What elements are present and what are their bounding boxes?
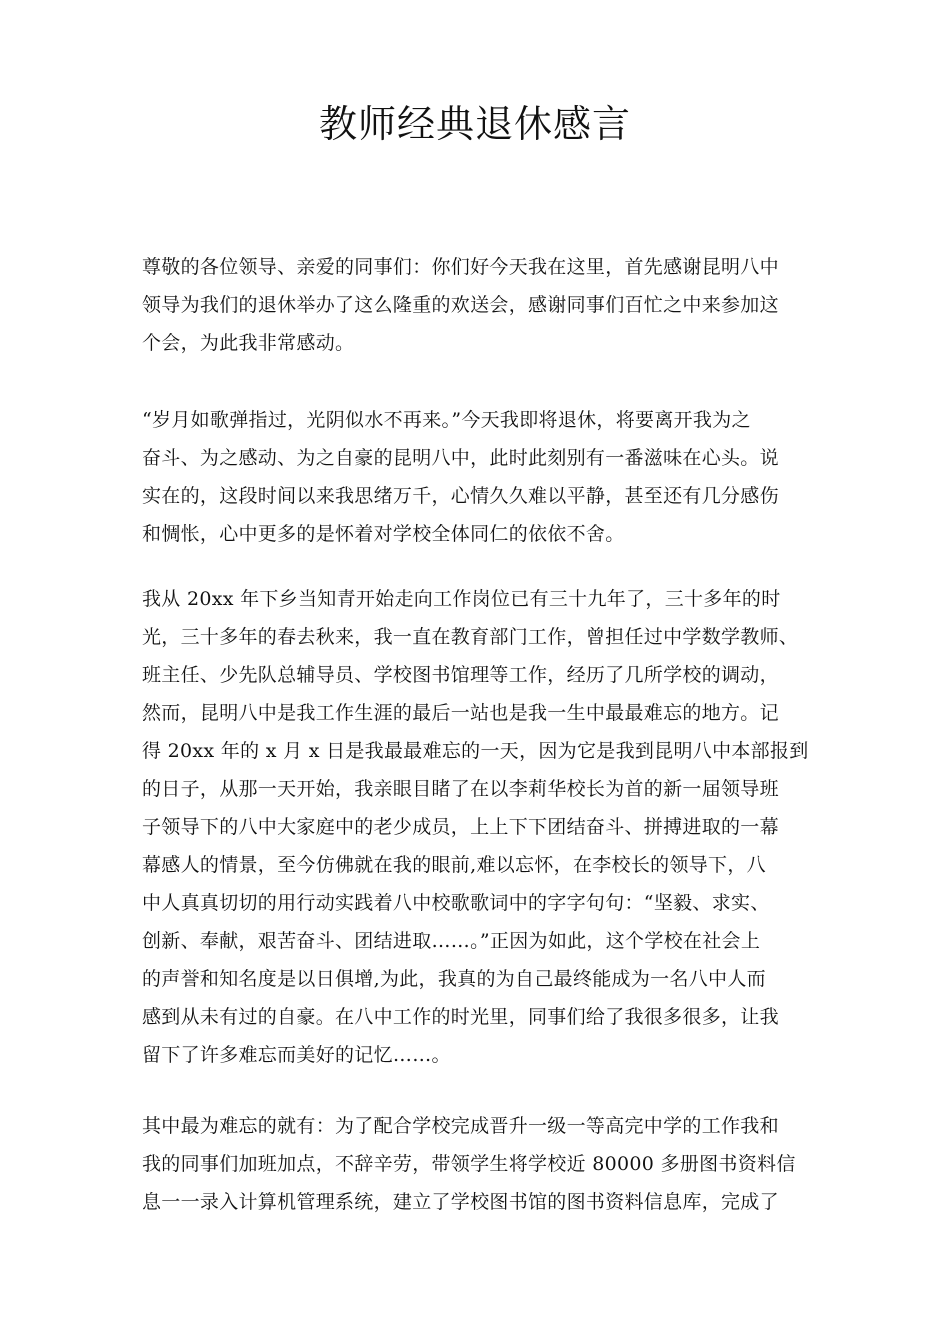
text-line: 息一一录入计算机管理系统，建立了学校图书馆的图书资料信息库，完成了	[142, 1191, 779, 1213]
text-line: 奋斗、为之感动、为之自豪的昆明八中，此时此刻别有一番滋味在心头。说	[142, 447, 779, 469]
paragraph-2	[142, 401, 832, 553]
text-line: 幕感人的情景，至今仿佛就在我的眼前,难以忘怀，在李校长的领导下，八	[142, 854, 766, 876]
paragraph-1	[142, 248, 832, 362]
text-line: 子领导下的八中大家庭中的老少成员，上上下下团结奋斗、拼搏进取的一幕	[142, 816, 779, 838]
text-line: 留下了许多难忘而美好的记忆……。	[142, 1044, 451, 1066]
text-line: 我的同事们加班加点，不辞辛劳，带领学生将学校近 80000 多册图书资料信	[142, 1153, 796, 1175]
text-line: 领导为我们的退休举办了这么隆重的欢送会，感谢同事们百忙之中来参加这	[142, 294, 779, 316]
text-line: 我从 20xx 年下乡当知青开始走向工作岗位已有三十九年了，三十多年的时	[142, 588, 781, 610]
text-line: 的日子，从那一天开始，我亲眼目睹了在以李莉华校长为首的新一届领导班	[142, 778, 779, 800]
paragraph-4	[142, 1107, 832, 1221]
text-line: 其中最为难忘的就有：为了配合学校完成晋升一级一等高完中学的工作我和	[142, 1115, 779, 1137]
text-line: 和惆怅，心中更多的是怀着对学校全体同仁的依依不舍。	[142, 523, 625, 545]
text-line: 然而，昆明八中是我工作生涯的最后一站也是我一生中最最难忘的地方。记	[142, 702, 779, 724]
text-line: 的声誉和知名度是以日俱增,为此，我真的为自己最终能成为一名八中人而	[142, 968, 766, 990]
text-line: 班主任、少先队总辅导员、学校图书馆理等工作，经历了几所学校的调动，	[142, 664, 779, 686]
text-line: 中人真真切切的用行动实践着八中校歌歌词中的字字句句：“坚毅、求实、	[142, 892, 770, 914]
text-line: “岁月如歌弹指过，光阴似水不再来。”今天我即将退休，将要离开我为之	[142, 409, 751, 431]
text-line: 光，三十多年的春去秋来，我一直在教育部门工作，曾担任过中学数学教师、	[142, 626, 799, 648]
text-line: 尊敬的各位领导、亲爱的同事们：你们好今天我在这里，首先感谢昆明八中	[142, 256, 779, 278]
text-line: 实在的，这段时间以来我思绪万千，心情久久难以平静，甚至还有几分感伤	[142, 485, 779, 507]
text-line: 得 20xx 年的 x 月 x 日是我最最难忘的一天，因为它是我到昆明八中本部报到	[142, 740, 809, 762]
text-line: 感到从未有过的自豪。在八中工作的时光里，同事们给了我很多很多，让我	[142, 1006, 779, 1028]
paragraph-3	[142, 580, 832, 1074]
text-line: 个会，为此我非常感动。	[142, 332, 355, 354]
text-line: 创新、奉献，艰苦奋斗、团结进取……。”正因为如此，这个学校在社会上	[142, 930, 761, 952]
document-title: 教师经典退休感言	[318, 102, 631, 146]
